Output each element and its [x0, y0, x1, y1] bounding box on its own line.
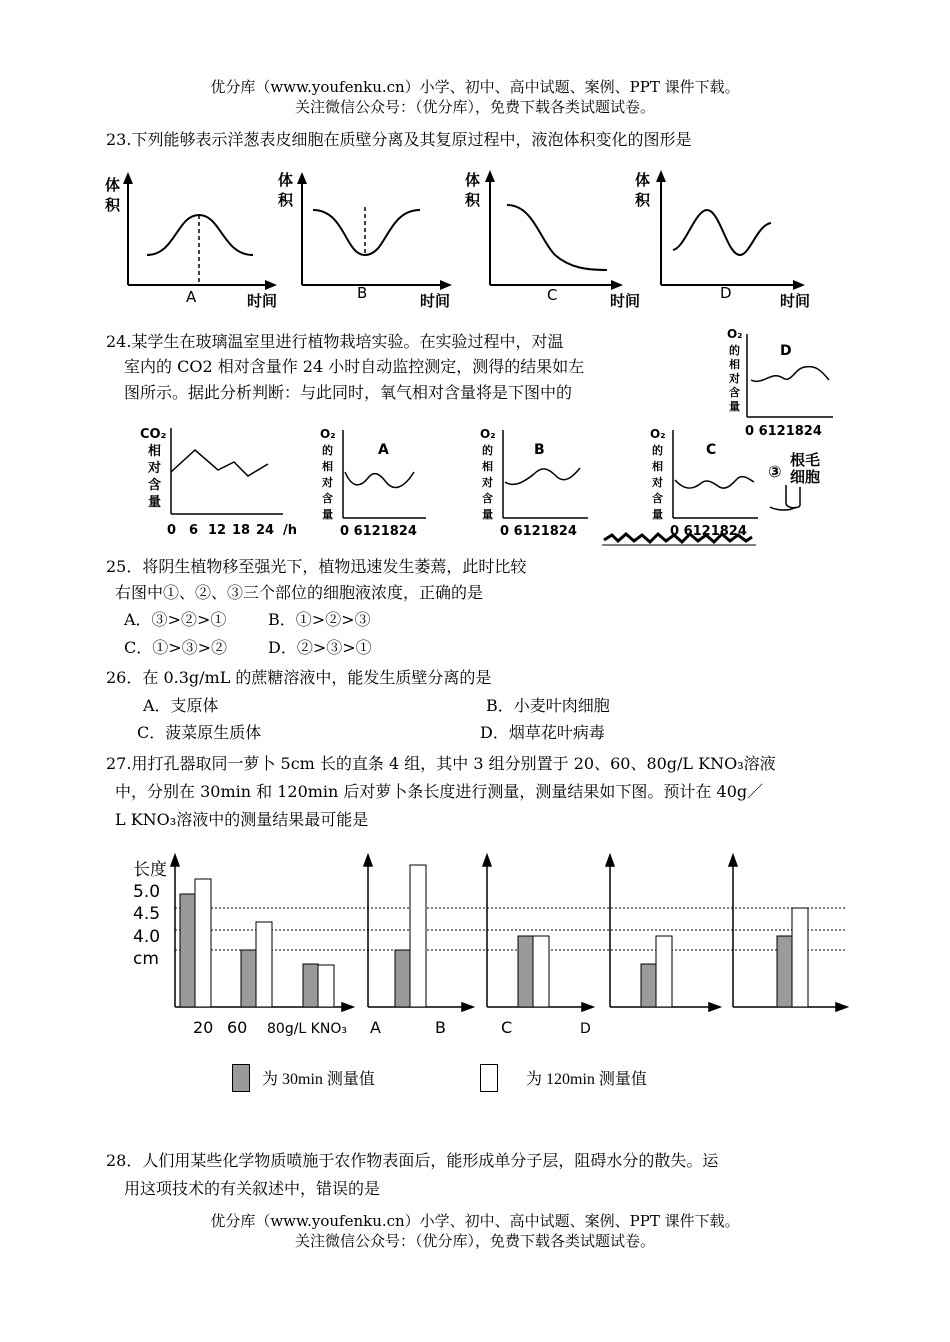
q23-stem: 23.下列能够表示洋葱表皮细胞在质壁分离及其复原过程中，液泡体积变化的图形是: [106, 130, 692, 149]
q27-bar-b-30min: [518, 936, 533, 1007]
q27-bar-60-30min: [241, 950, 256, 1007]
q27-bar-20-30min: [180, 894, 195, 1007]
q27-bar-80-120min: [318, 965, 334, 1007]
q24-d-ylabel-0: O₂: [727, 327, 743, 341]
q27-bar-d-120min: [792, 908, 808, 1007]
root-hair-label-2: 细胞: [790, 468, 821, 486]
q23-graph-d: [635, 170, 810, 310]
q25-option-a: A．③>②>①: [124, 610, 227, 629]
q24-c-ylabel-1: 的: [652, 444, 663, 457]
q24-b-ylabel-1: 的: [482, 444, 493, 457]
legend-120min-label: 为 120min 测量值: [526, 1071, 647, 1088]
q23-label-a: A: [186, 288, 197, 306]
co2-ylabel-3: 含: [148, 478, 162, 493]
q23-d-y2: 积: [635, 191, 651, 209]
q24-label-a: A: [378, 442, 389, 458]
q24-line-3: 图所示。据此分析判断：与此同时，氧气相对含量将是下图中的: [124, 383, 573, 402]
q24-c-ylabel-4: 含: [652, 492, 663, 505]
q24-a-ticks: 0 6121824: [340, 524, 417, 539]
q24-a-ylabel-0: O₂: [320, 427, 336, 441]
q27-ylabel: 长度: [133, 860, 167, 880]
q23-b-y1: 体: [278, 171, 294, 189]
q23-c-y2: 积: [465, 191, 481, 209]
q24-d-ylabel-1: 的: [729, 344, 740, 357]
q28-line-2: 用这项技术的有关叙述中，错误的是: [124, 1179, 381, 1198]
co2-unit: /h: [283, 523, 298, 538]
q24-co2-graph: [138, 422, 308, 540]
q25-line-2: 右图中①、②、③三个部位的细胞液浓度，正确的是: [115, 583, 484, 602]
q27-ytick-5-0: 5.0: [133, 882, 161, 902]
q23-d-y1: 体: [635, 171, 651, 189]
q23-a-y2: 积: [105, 196, 121, 214]
q23-graph-a: [105, 172, 277, 310]
q24-graph-a: [316, 422, 446, 540]
q27-bar-80-30min: [303, 964, 318, 1007]
co2-tick-6: 6: [189, 523, 199, 538]
q24-c-ylabel-0: O₂: [650, 427, 666, 441]
q27-bar-c-120min: [656, 936, 672, 1007]
q24-c-ylabel-5: 量: [652, 508, 663, 521]
q24-a-ylabel-1: 的: [322, 444, 333, 457]
q24-graph-b: [476, 422, 606, 540]
q24-c-ylabel-2: 相: [652, 460, 663, 473]
q24-d-ticks: 0 6121824: [745, 424, 822, 439]
q27-x-20: 20: [193, 1018, 214, 1037]
legend-30min-label: 为 30min 测量值: [262, 1071, 375, 1088]
q27-bar-b-120min: [533, 936, 549, 1007]
q25-option-d: D．②>③>①: [268, 638, 372, 657]
root-hair-figure: [600, 445, 840, 555]
q27-line-1: 27.用打孔器取同一萝卜 5cm 长的直条 4 组，其中 3 组分别置于 20、60、80g/L KNO₃溶液: [106, 754, 776, 773]
q25-line-1: 25．将阴生植物移至强光下，植物迅速发生萎蔫，此时比较: [106, 557, 527, 576]
q24-b-ylabel-4: 含: [482, 492, 493, 505]
q26-option-b: B．小麦叶肉细胞: [486, 696, 610, 715]
q24-label-b: B: [534, 442, 545, 458]
co2-tick-24: 24: [256, 523, 275, 538]
q23-graph-c: [465, 170, 640, 310]
q24-d-ylabel-5: 量: [729, 400, 740, 413]
q23-a-y1: 体: [105, 176, 121, 194]
q23-graph-b: [278, 171, 452, 310]
q26-option-c: C．菠菜原生质体: [137, 723, 262, 742]
q23-volume-graphs: [95, 160, 855, 310]
q23-d-xlabel: 时间: [780, 292, 811, 310]
footer-line-2: 关注微信公众号：（优分库），免费下载各类试题试卷。: [294, 1232, 655, 1250]
q27-x-b: B: [435, 1018, 446, 1037]
q27-line-3: L KNO₃溶液中的测量结果最可能是: [115, 810, 369, 829]
q23-label-b: B: [357, 284, 368, 302]
q23-c-xlabel: 时间: [610, 292, 641, 310]
q27-bar-d-30min: [777, 936, 792, 1007]
q24-b-ylabel-3: 对: [482, 476, 493, 489]
root-circle-3: ③: [768, 462, 782, 481]
q24-d-ylabel-3: 对: [729, 372, 740, 385]
q27-x-a: A: [370, 1018, 381, 1037]
q24-label-d: D: [780, 343, 792, 359]
q28-line-1: 28．人们用某些化学物质喷施于农作物表面后，能形成单分子层，阻碍水分的散失。运: [106, 1151, 719, 1170]
q27-x-d: D: [580, 1021, 591, 1037]
q24-line-1: 24.某学生在玻璃温室里进行植物栽培实验。在实验过程中，对温: [106, 332, 564, 351]
q24-b-ylabel-2: 相: [482, 460, 493, 473]
q23-b-xlabel: 时间: [420, 292, 451, 310]
q24-a-ylabel-4: 含: [322, 492, 333, 505]
q24-a-ylabel-3: 对: [322, 476, 333, 489]
q27-ytick-4-5: 4.5: [133, 904, 161, 924]
q23-c-y1: 体: [465, 171, 481, 189]
q27-x-80: 80g/L KNO₃: [267, 1021, 347, 1037]
q27-ytick-4-0: 4.0: [133, 927, 161, 947]
q24-a-ylabel-2: 相: [322, 460, 333, 473]
co2-ylabel-0: CO₂: [140, 427, 167, 442]
q24-d-ylabel-4: 含: [729, 386, 740, 399]
co2-tick-18: 18: [232, 523, 251, 538]
co2-ylabel-1: 相: [148, 444, 162, 459]
q24-line-2: 室内的 CO2 相对含量作 24 小时自动监控测定，测得的结果如左: [124, 357, 585, 376]
q23-b-y2: 积: [278, 191, 294, 209]
header-line-2: 关注微信公众号：（优分库），免费下载各类试题试卷。: [294, 98, 655, 116]
q23-a-xlabel: 时间: [247, 292, 278, 310]
q26-stem: 26．在 0.3g/mL 的蔗糖溶液中，能发生质壁分离的是: [106, 668, 492, 687]
q24-b-ylabel-5: 量: [482, 508, 493, 521]
q24-c-ticks: 0 6121824: [670, 524, 747, 539]
q25-option-c: C．①>③>②: [124, 638, 228, 657]
q27-bar-c-30min: [641, 964, 656, 1007]
q24-label-c: C: [706, 442, 717, 458]
q24-b-ticks: 0 6121824: [500, 524, 577, 539]
co2-tick-0: 0: [167, 523, 177, 538]
q24-c-ylabel-3: 对: [652, 476, 663, 489]
header-line-1: 优分库（www.youfenku.cn）小学、初中、高中试题、案例、PPT 课件下载。: [210, 78, 740, 96]
legend-120min-swatch: [480, 1064, 498, 1092]
q26-option-a: A．支原体: [143, 696, 219, 715]
q27-length-chart: [125, 845, 860, 1045]
q24-b-ylabel-0: O₂: [480, 427, 496, 441]
q27-ytick-cm: cm: [133, 949, 159, 969]
legend-30min-swatch: [232, 1064, 250, 1092]
q27-bar-20-120min: [195, 879, 211, 1007]
q27-x-60: 60: [227, 1018, 248, 1037]
q24-a-ylabel-5: 量: [322, 508, 333, 521]
q23-label-d: D: [720, 284, 732, 302]
q27-bar-60-120min: [256, 922, 272, 1007]
root-hair-label-1: 根毛: [790, 451, 821, 469]
q25-option-b: B．①>②>③: [268, 610, 371, 629]
q27-x-c: C: [501, 1018, 513, 1037]
co2-ylabel-2: 对: [148, 461, 162, 476]
q24-d-ylabel-2: 相: [729, 358, 740, 371]
q27-bar-a-120min: [410, 865, 426, 1007]
co2-tick-12: 12: [208, 523, 227, 538]
q23-label-c: C: [547, 286, 558, 304]
q26-option-d: D．烟草花叶病毒: [480, 723, 605, 742]
co2-ylabel-4: 量: [148, 495, 162, 510]
q27-line-2: 中，分别在 30min 和 120min 后对萝卜条长度进行测量，测量结果如下图。预计在 40g／: [115, 782, 764, 801]
q27-bar-a-30min: [395, 950, 410, 1007]
footer-line-1: 优分库（www.youfenku.cn）小学、初中、高中试题、案例、PPT 课件下载。: [210, 1212, 740, 1230]
